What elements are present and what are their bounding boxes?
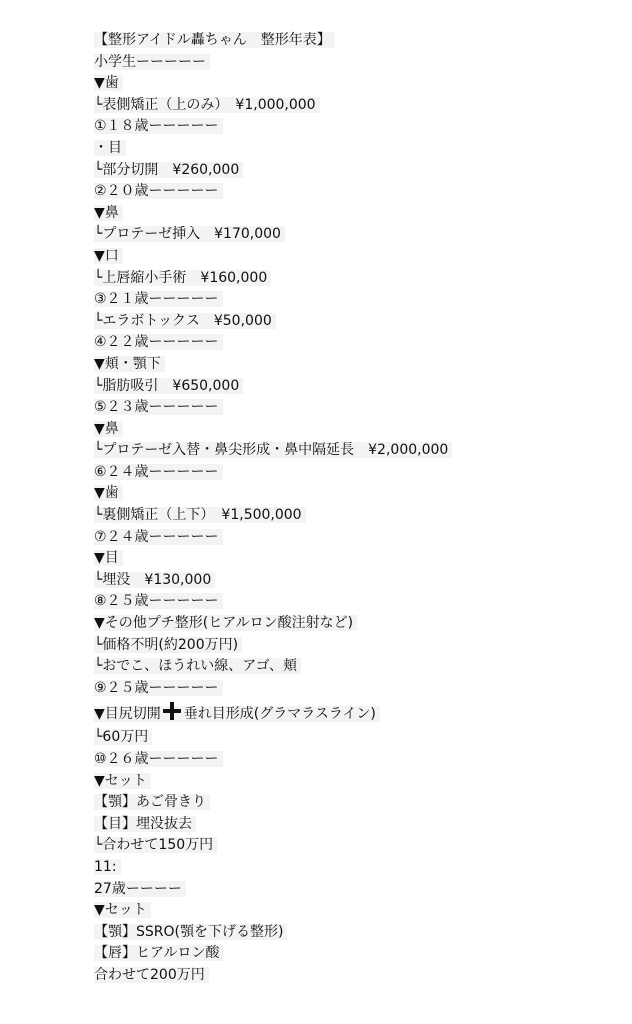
text-line [94, 397, 614, 419]
text-run: ③２１歳ーーーーー [94, 291, 223, 307]
text-run: └プロテーゼ入替・鼻尖形成・鼻中隔延長 ¥2,000,000 [94, 442, 452, 458]
text-run: ⑧２５歳ーーーーー [94, 593, 223, 609]
text-run: └表側矯正（上のみ） ¥1,000,000 [94, 97, 320, 113]
text-run: └プロテーゼ挿入 ¥170,000 [94, 226, 285, 242]
text-run: ▼セット [94, 773, 151, 789]
text-run: ▼セット [94, 902, 151, 918]
text-run: ▼口 [94, 248, 123, 264]
document-body [94, 30, 614, 987]
text-line [94, 462, 614, 484]
text-run: └部分切開 ¥260,000 [94, 162, 243, 178]
text-run: └脂肪吸引 ¥650,000 [94, 378, 243, 394]
text-run: ⑦２４歳ーーーーー [94, 529, 223, 545]
text-line [94, 483, 614, 505]
text-line [94, 311, 614, 333]
text-line [94, 727, 614, 749]
text-run: ④２２歳ーーーーー [94, 334, 223, 350]
text-line [94, 440, 614, 462]
text-line [94, 749, 614, 771]
text-run: └裏側矯正（上下） ¥1,500,000 [94, 507, 306, 523]
text-line [94, 332, 614, 354]
text-run: ・目 [94, 140, 126, 156]
text-run: ⑤２３歳ーーーーー [94, 399, 223, 415]
text-line [94, 900, 614, 922]
text-line [94, 52, 614, 74]
text-line [94, 95, 614, 117]
text-line [94, 857, 614, 879]
text-run: 【唇】ヒアルロン酸 [94, 945, 223, 961]
text-part-after: 垂れ目形成(グラマラスライン) [183, 706, 376, 723]
text-run: ②２０歳ーーーーー [94, 183, 223, 199]
text-line [94, 138, 614, 160]
text-line [94, 246, 614, 268]
text-run: 【顎】あご骨きり [94, 794, 210, 810]
text-line [94, 771, 614, 793]
text-line [94, 635, 614, 657]
text-run: 合わせて200万円 [94, 967, 209, 983]
text-line [94, 289, 614, 311]
text-line [94, 376, 614, 398]
text-run: ▼目 [94, 550, 123, 566]
text-run: 小学生ーーーーー [94, 54, 210, 70]
text-line [94, 570, 614, 592]
text-line [94, 678, 614, 700]
text-run [94, 706, 380, 722]
text-line [94, 268, 614, 290]
text-line [94, 419, 614, 441]
text-line [94, 505, 614, 527]
text-run: ⑩２６歳ーーーーー [94, 751, 223, 767]
text-run: └エラボトックス ¥50,000 [94, 313, 276, 329]
text-run: └埋没 ¥130,000 [94, 572, 215, 588]
text-run: └価格不明(約200万円) [94, 637, 242, 653]
text-run: └おでこ、ほうれい線、アゴ、頬 [94, 658, 301, 674]
text-line [94, 613, 614, 635]
text-line [94, 160, 614, 182]
text-line [94, 656, 614, 678]
text-line [94, 30, 614, 52]
text-line [94, 354, 614, 376]
text-run: ▼その他プチ整形(ヒアルロン酸注射など) [94, 615, 357, 631]
text-line [94, 527, 614, 549]
text-line [94, 879, 614, 901]
text-run: ▼歯 [94, 485, 123, 501]
text-line [94, 943, 614, 965]
text-run: 【整形アイドル轟ちゃん 整形年表】 [94, 32, 335, 48]
text-line [94, 835, 614, 857]
text-line [94, 965, 614, 987]
text-run: ▼鼻 [94, 421, 123, 437]
text-part-before: ▼目尻切開 [94, 706, 161, 723]
text-line [94, 116, 614, 138]
text-run: 27歳ーーーー [94, 881, 186, 897]
text-line [94, 224, 614, 246]
text-run: 11: [94, 859, 121, 875]
text-run: ⑨２５歳ーーーーー [94, 680, 223, 696]
text-line [94, 73, 614, 95]
text-run: └合わせて150万円 [94, 837, 217, 853]
text-line [94, 203, 614, 225]
plus-icon [163, 702, 181, 720]
text-line [94, 922, 614, 944]
text-line [94, 548, 614, 570]
text-run: └上唇縮小手術 ¥160,000 [94, 270, 271, 286]
text-line [94, 792, 614, 814]
text-run: 【目】埋没抜去 [94, 816, 196, 832]
text-run: └60万円 [94, 729, 152, 745]
text-line [94, 591, 614, 613]
text-run: ⑥２４歳ーーーーー [94, 464, 223, 480]
text-run: 【顎】SSRO(顎を下げる整形) [94, 924, 287, 940]
text-run: ▼歯 [94, 75, 123, 91]
text-line [94, 181, 614, 203]
text-line-with-icon [94, 699, 614, 727]
text-run: ▼頬・顎下 [94, 356, 165, 372]
text-line [94, 814, 614, 836]
text-run: ▼鼻 [94, 205, 123, 221]
text-run: ①１８歳ーーーーー [94, 118, 223, 134]
